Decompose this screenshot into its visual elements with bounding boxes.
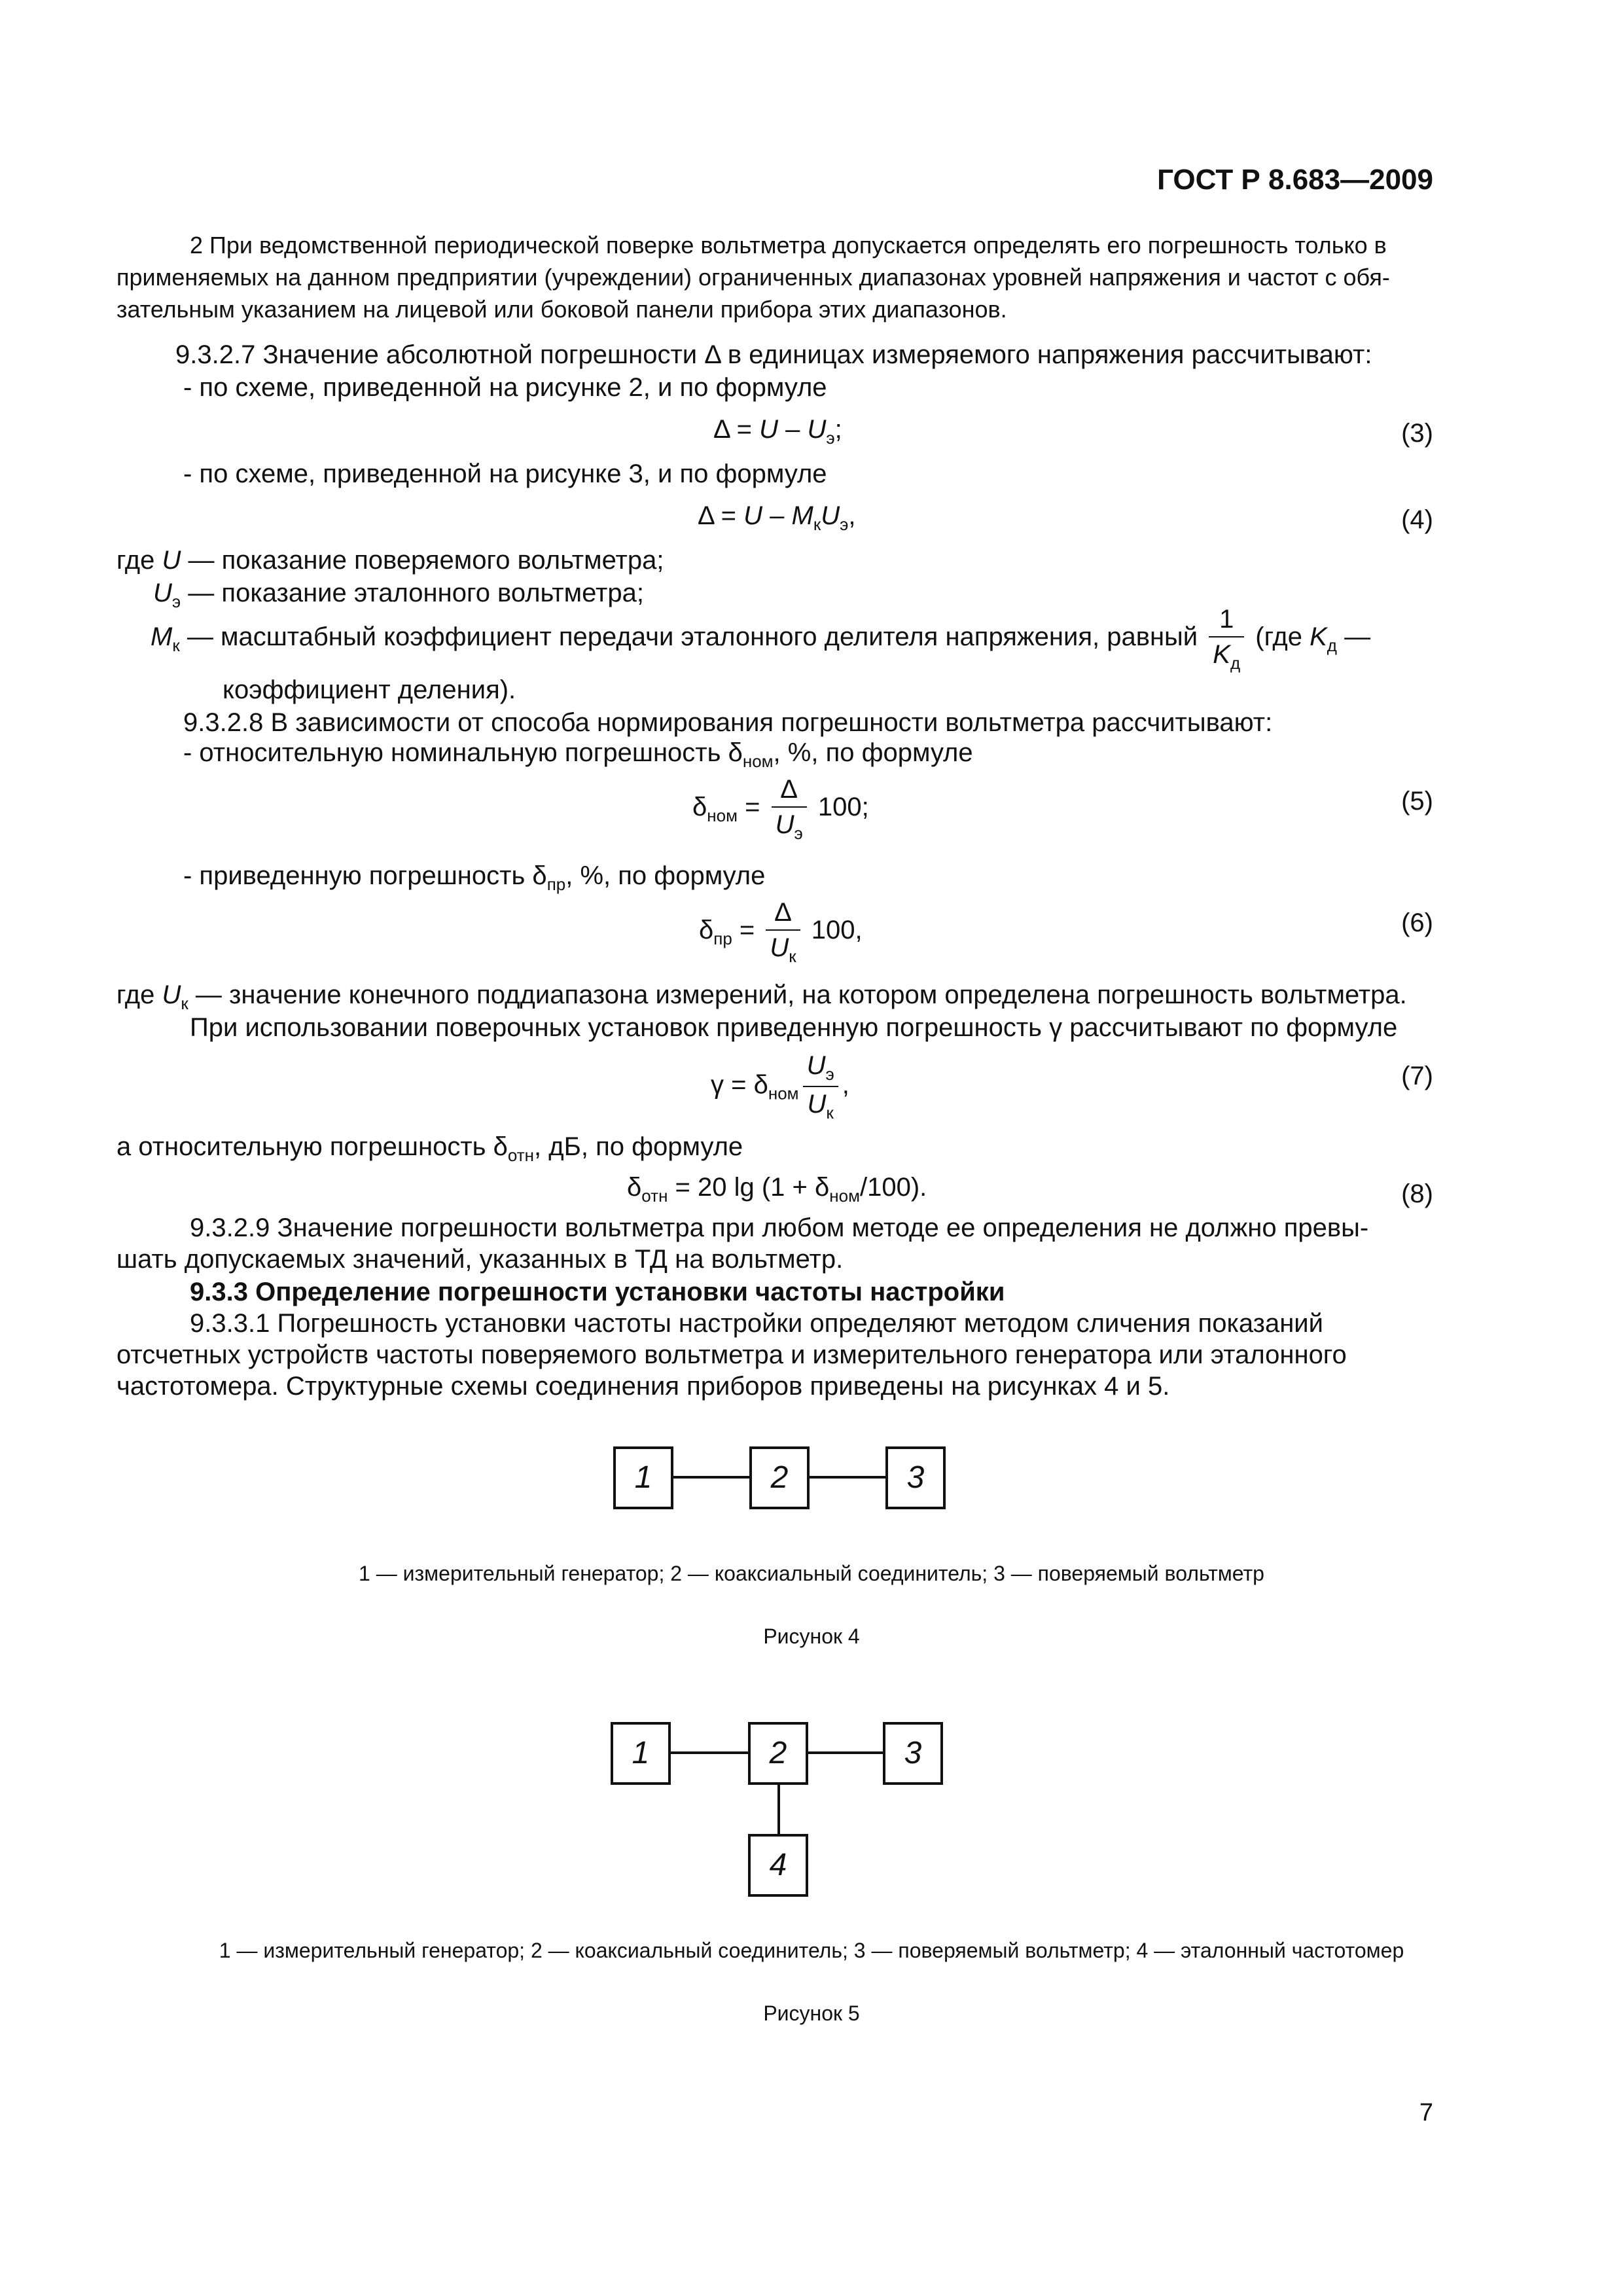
note-line-3: зательным указанием на лицевой или боковой панели прибора этих диапазонов. bbox=[116, 296, 1007, 323]
standard-number: ГОСТ Р 8.683—2009 bbox=[1157, 164, 1433, 196]
equation-number-7: (7) bbox=[1401, 1062, 1433, 1090]
clause-9327-intro: 9.3.2.7 Значение абсолютной погрешности Δ в единицах измеряемого напряжения рассчитывают: bbox=[175, 340, 1372, 369]
clause-9328-item-1: - относительную номинальную погрешность $\delta_{ном}$, %, по формуле bbox=[183, 738, 973, 772]
figure-4-box-3: 3 bbox=[885, 1446, 946, 1509]
figure-5-legend: 1 — измерительный генератор; 2 — коаксиальный соединитель; 3 — поверяемый вольтметр; 4 — эталонный частотомер bbox=[219, 1939, 1404, 1962]
figure-4-title: Рисунок 4 bbox=[763, 1624, 860, 1648]
figure-4-connector-1-2 bbox=[672, 1476, 751, 1479]
note-line-2: применяемых на данном предприятии (учреждении) ограниченных диапазонах уровней напряжения и частот с обя- bbox=[116, 264, 1390, 291]
figure-4-legend: 1 — измерительный генератор; 2 — коаксиальный соединитель; 3 — поверяемый вольтметр bbox=[359, 1562, 1264, 1585]
figure-5-connector-2-4 bbox=[777, 1780, 780, 1835]
equation-number-4: (4) bbox=[1401, 505, 1433, 534]
clause-9327-item-1: - по схеме, приведенной на рисунке 2, и по формуле bbox=[183, 373, 827, 402]
formula-5: $\delta_{ном}$ = $\frac{\Delta}{U_э}$ 100; bbox=[692, 772, 869, 845]
equation-number-3: (3) bbox=[1401, 419, 1433, 448]
section-933-heading: 9.3.3 Определение погрешности установки частоты настройки bbox=[190, 1278, 1005, 1306]
equation-number-5: (5) bbox=[1401, 787, 1433, 816]
formula-4: $\Delta = U - M_кU_э$, bbox=[698, 501, 856, 535]
where-uk: где $U_к$ — значение конечного поддиапазона измерений, на котором определена погрешность вольтметра. bbox=[116, 980, 1407, 1014]
equation-number-6: (6) bbox=[1401, 908, 1433, 937]
figure-5-title: Рисунок 5 bbox=[763, 2001, 860, 2025]
figure-5-box-2: 2 bbox=[748, 1722, 808, 1785]
figure-5-connector-1-2 bbox=[669, 1751, 749, 1754]
formula-7: $\gamma = \delta_{ном}$ $\frac{U_э}{U_к}$ , bbox=[711, 1049, 849, 1124]
formula-6: $\delta_{пр}$ = $\frac{\Delta}{U_к}$ 100, bbox=[699, 895, 863, 968]
clause-9328-item-2: - приведенную погрешность $\delta_{пр}$, %, по формуле bbox=[183, 861, 766, 895]
clause-9327-item-2: - по схеме, приведенной на рисунке 3, и по формуле bbox=[183, 459, 827, 488]
note-line-1: 2 При ведомственной периодической поверке вольтметра допускается определять его погрешность только в bbox=[190, 232, 1387, 259]
where-u: где U — показание поверяемого вольтметра; bbox=[116, 546, 664, 575]
formula-8: $\delta_{отн} = 20$ $\lg (1 + \delta_{ном}/100)$. bbox=[627, 1173, 927, 1206]
relative-error-intro: а относительную погрешность $\delta_{отн}$, дБ, по формуле bbox=[116, 1132, 743, 1166]
where-mk-continuation: коэффициент деления). bbox=[223, 675, 516, 704]
clause-9331-line-3: частотомера. Структурные схемы соединения приборов приведены на рисунках 4 и 5. bbox=[116, 1372, 1170, 1401]
figure-4-box-2: 2 bbox=[749, 1446, 810, 1509]
formula-3: $\Delta = U - U_э$; bbox=[713, 415, 842, 448]
page-number: 7 bbox=[1419, 2099, 1433, 2126]
clause-9331-line-2: отсчетных устройств частоты поверяемого вольтметра и измерительного генератора или эталонного bbox=[116, 1340, 1347, 1369]
clause-9329-line-1: 9.3.2.9 Значение погрешности вольтметра при любом методе ее определения не должно превы- bbox=[190, 1213, 1369, 1242]
figure-4-box-1: 1 bbox=[613, 1446, 673, 1509]
where-mk: $M_к$ — масштабный коэффициент передачи эталонного делителя напряжения, равный $\frac{1}{K_д}$ (где $K_д$ — bbox=[151, 602, 1370, 675]
figure-5-box-4: 4 bbox=[748, 1834, 808, 1897]
clause-9328-intro: 9.3.2.8 В зависимости от способа нормирования погрешности вольтметра рассчитывают: bbox=[183, 708, 1273, 737]
fraction-1-over-kd: $\frac{1}{K_д}$ bbox=[1209, 602, 1244, 675]
figure-5-box-3: 3 bbox=[883, 1722, 943, 1785]
figure-5-connector-2-3 bbox=[808, 1751, 884, 1754]
gamma-intro: При использовании поверочных установок приведенную погрешность γ рассчитывают по формуле bbox=[190, 1013, 1398, 1042]
equation-number-8: (8) bbox=[1401, 1179, 1433, 1208]
clause-9329-line-2: шать допускаемых значений, указанных в ТД на вольтметр. bbox=[116, 1245, 844, 1274]
where-ue: $U_э$ — показание эталонного вольтметра; bbox=[153, 579, 644, 612]
clause-9331-line-1: 9.3.3.1 Погрешность установки частоты настройки определяют методом сличения показаний bbox=[190, 1309, 1323, 1338]
figure-5-box-1: 1 bbox=[611, 1722, 671, 1785]
figure-4-connector-2-3 bbox=[810, 1476, 887, 1479]
